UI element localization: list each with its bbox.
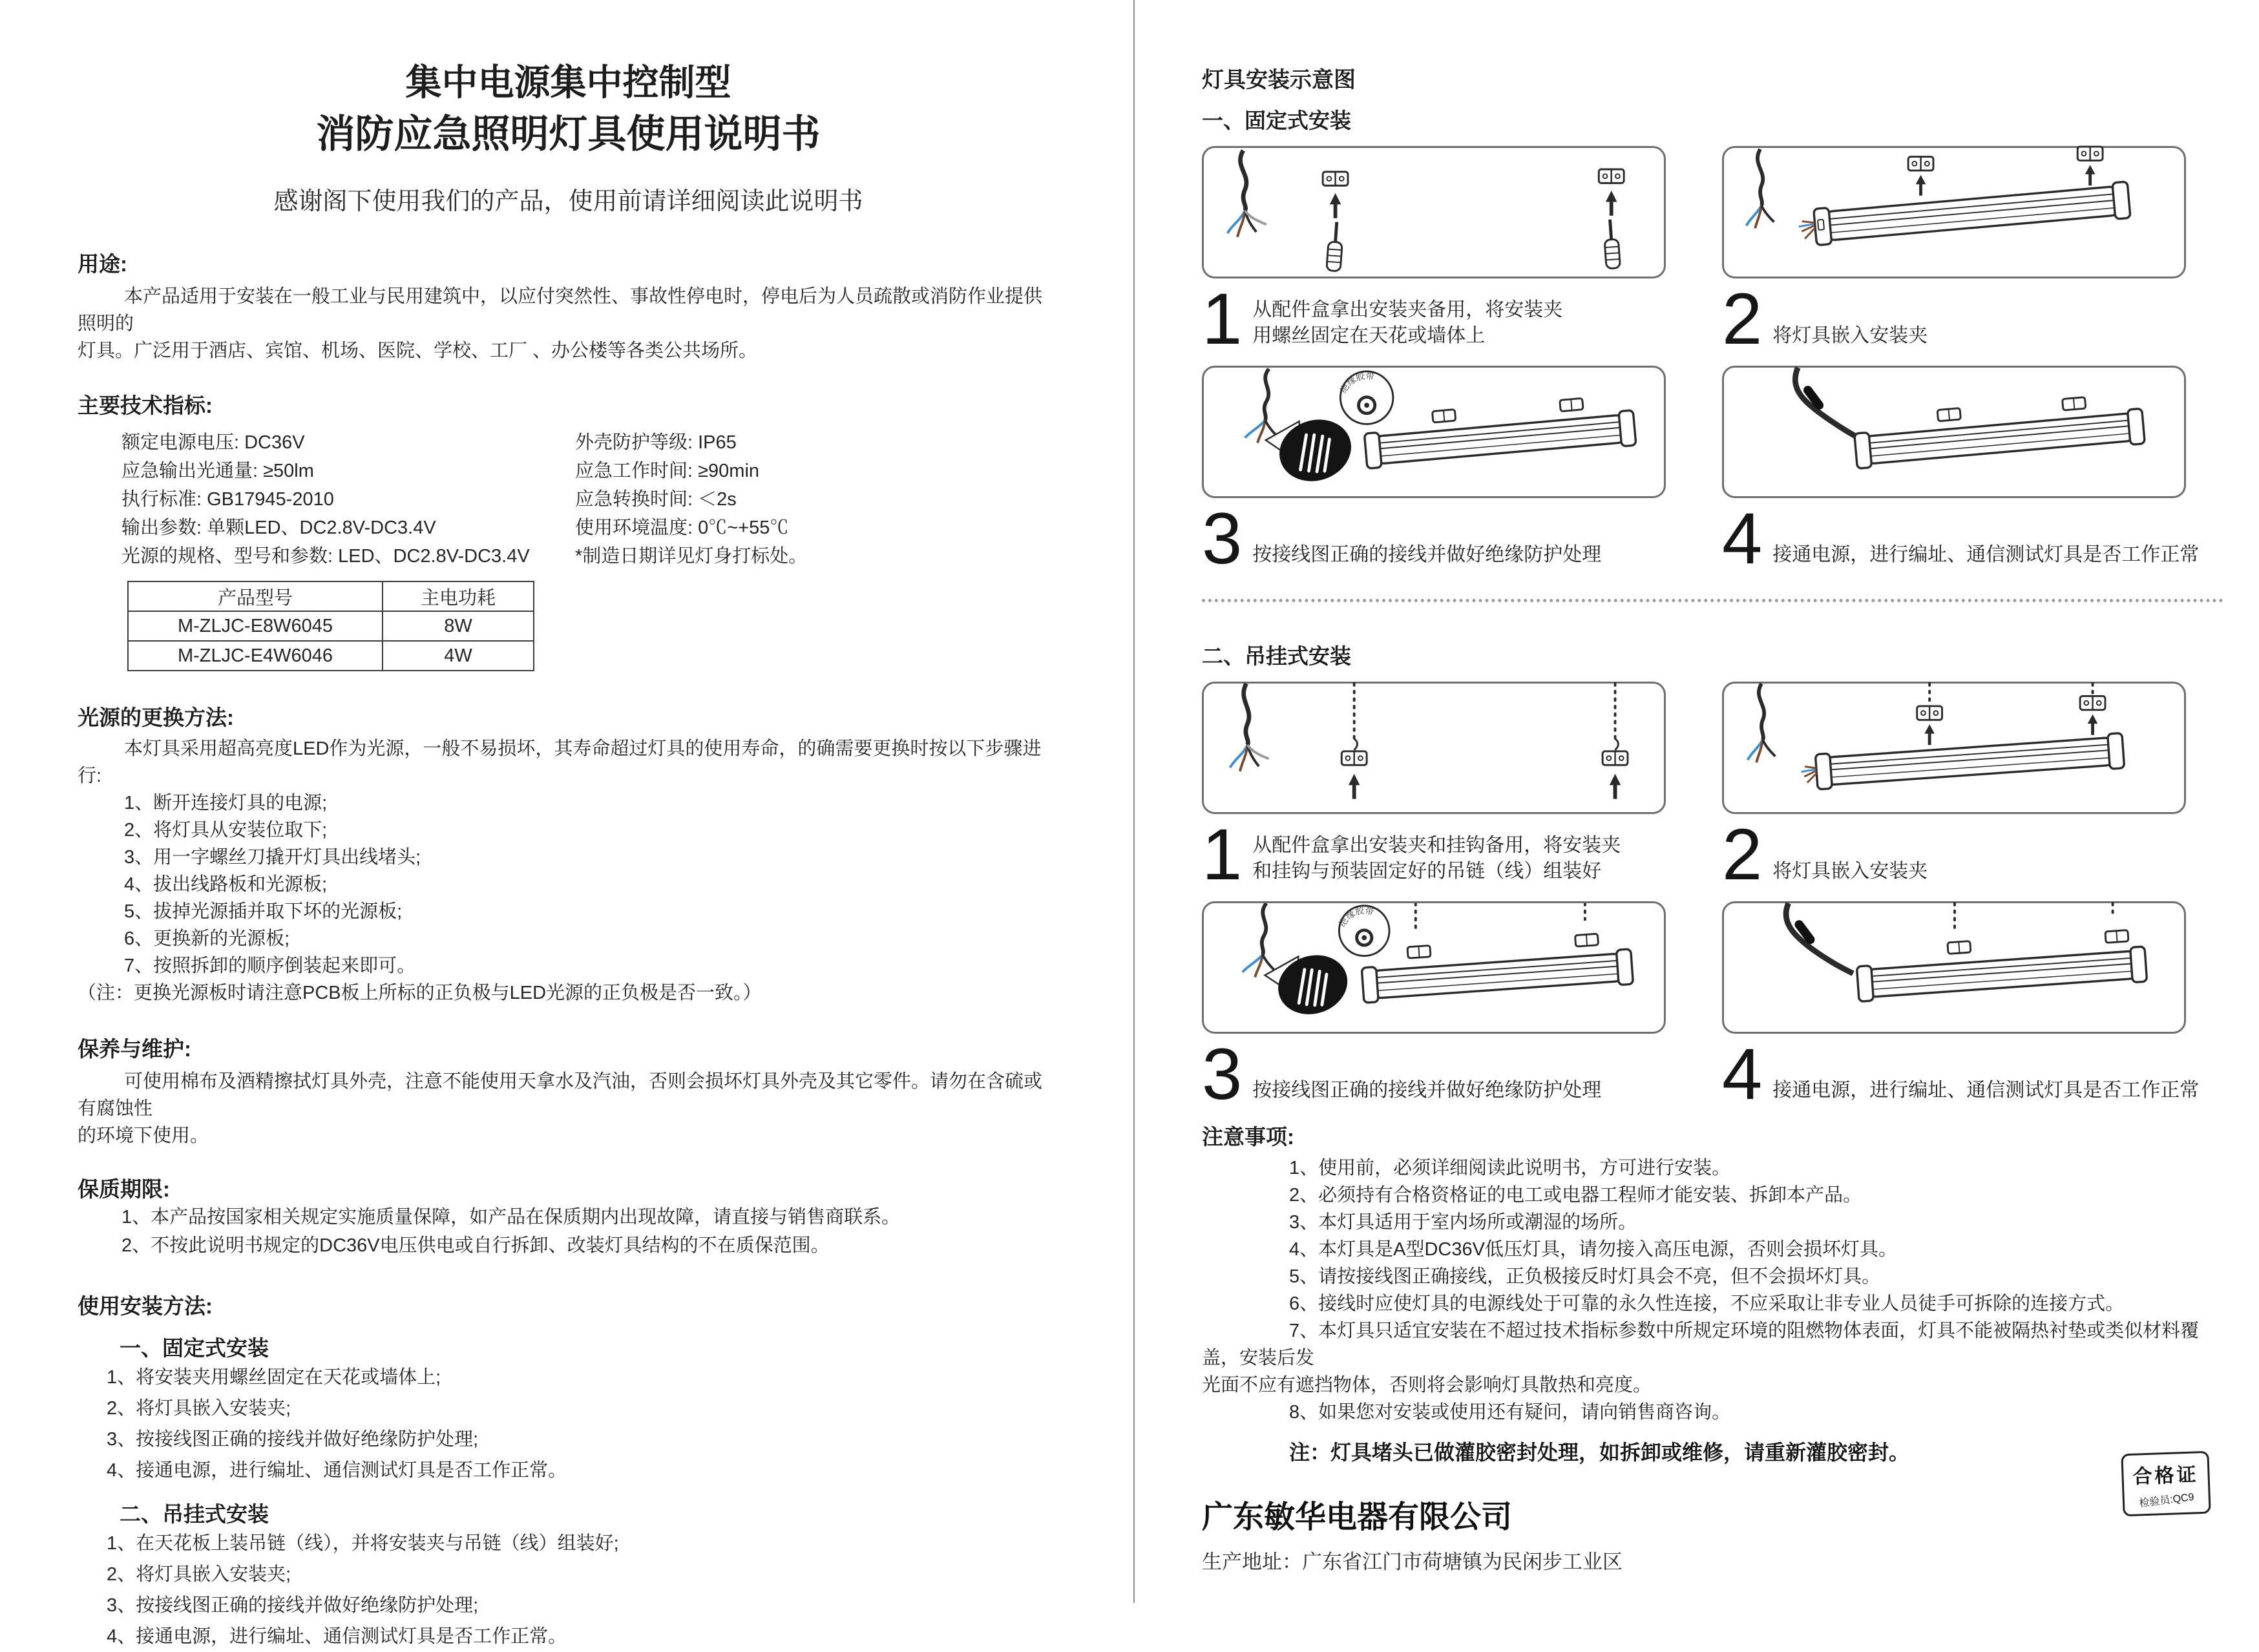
step-line: 5、拔掉光源插并取下坏的光源板; (124, 901, 403, 922)
chain-icon (1354, 684, 1358, 750)
notice-item: 8、如果您对安装或使用还有疑问，请向销售商咨询。 (1289, 1402, 1731, 1423)
fixed-step3-caption (1202, 497, 1666, 579)
notice-item: 1、使用前，必须详细阅读此说明书，方可进行安装。 (1289, 1158, 1731, 1179)
step-caption: 接通电源，进行编址、通信测试灯具是否工作正常 (1772, 544, 2200, 566)
mounting-clip-icon (1323, 172, 1348, 185)
step-number: 2 (1722, 278, 1763, 359)
table-row (128, 611, 534, 641)
arrow-up-icon (1330, 193, 1341, 218)
mounting-clip-icon (1602, 751, 1628, 765)
model-power-table (127, 581, 534, 671)
table-row (128, 641, 534, 671)
step-number: 3 (1202, 497, 1243, 579)
mounting-clip-icon (1937, 408, 1960, 421)
mounting-clip-icon (1575, 934, 1598, 946)
illustration-hanging-step2 (1722, 682, 2186, 814)
warranty-heading: 保质期限: (78, 1177, 170, 1201)
illustration-fixed-step2 (1722, 146, 2186, 278)
led-fixture-icon (1800, 733, 2125, 791)
caption-line2: 和挂钩与预装固定好的吊链（线）组装好 (1252, 860, 1602, 882)
step-line: 3、用一字螺丝刀撬开灯具出线堵头; (124, 847, 421, 868)
step-caption: 将灯具嵌入安装夹 (1772, 860, 1928, 882)
notice-item: 4、本灯具是A型DC36V低压灯具，请勿接入高压电源，否则会损坏灯具。 (1289, 1239, 1897, 1260)
spec-item: 外壳防护等级: IP65 (575, 432, 737, 453)
fixed-step4-caption (1722, 497, 2200, 579)
power-cell: 8W (383, 611, 534, 641)
power-cable-icon (1786, 903, 1853, 974)
light-source-note: （注：更换光源板时请注意PCB板上所标的正负极与LED光源的正负极是否一致。） (78, 983, 762, 1003)
notice-item: 2、必须持有合格资格证的电工或电器工程师才能安装、拆卸本产品。 (1289, 1185, 1862, 1206)
hanging-section-heading: 二、吊挂式安装 (1202, 644, 1351, 669)
spec-item: 额定电源电压: DC36V (121, 432, 305, 453)
fixed-step3-drawing (1204, 368, 1664, 496)
notice-item: 3、本灯具适用于室内场所或潮湿的场所。 (1289, 1212, 1637, 1233)
production-address: 生产地址：广东省江门市荷塘镇为民闲步工业区 (1202, 1551, 1623, 1574)
caption-line1: 从配件盒拿出安装夹和挂钩备用，将安装夹 (1252, 834, 1621, 856)
tape-label: 绝缘胶带 (1338, 370, 1375, 395)
hanging-caption-row-1 (1202, 814, 2223, 895)
tape-label: 绝缘胶带 (1337, 905, 1375, 928)
maintenance-line2: 的环境下使用。 (78, 1125, 209, 1146)
step-caption: 接通电源，进行编址、通信测试灯具是否工作正常 (1772, 1080, 2200, 1102)
spec-item: *制造日期详见灯身打标处。 (575, 546, 808, 567)
spec-item: 应急工作时间: ≥90min (575, 461, 760, 481)
maintenance-line1: 可使用棉布及酒精擦拭灯具外壳，注意不能使用天拿水及汽油，否则会损坏灯具外壳及其它零件。请勿在含硫或有腐蚀性 (78, 1071, 1043, 1119)
illustration-fixed-step3 (1202, 366, 1666, 498)
hanging-step3-caption (1202, 1033, 1666, 1114)
fixed-panel-row-1 (1202, 146, 2223, 278)
usage-heading: 用途: (78, 252, 127, 276)
step-number: 2 (1722, 814, 1763, 895)
notices-list (1202, 1155, 2223, 1426)
hanging-panel-row-2 (1202, 901, 2223, 1034)
hanging-step4-caption (1722, 1033, 2200, 1114)
model-cell: M-ZLJC-E4W6046 (128, 641, 383, 671)
insulation-tape-icon (1337, 904, 1389, 956)
notice-item: 6、接线时应使灯具的电源线处于可靠的永久性连接，不应采取让非专业人员徒手可拆除的连接方式。 (1289, 1293, 2125, 1315)
specs-columns (78, 428, 1059, 570)
mounting-clip-icon (1407, 945, 1431, 958)
light-source-intro: 本灯具采用超高亮度LED作为光源，一般不易损坏，其寿命超过灯具的使用寿命，的确需要更换时按以下步骤进行: (78, 738, 1042, 786)
illustration-hanging-step4 (1722, 901, 2186, 1034)
fixed-step2-drawing (1724, 148, 2184, 277)
light-source-steps (78, 735, 1059, 1007)
illustration-fixed-step1 (1202, 146, 1666, 278)
install-method-heading: 使用安装方法: (78, 1294, 213, 1318)
step-line: 6、更换新的光源板; (124, 928, 290, 949)
spec-item: 应急输出光通量: ≥50lm (121, 461, 314, 481)
cable-icon (1228, 151, 1266, 237)
step-caption: 按接线图正确的接线并做好绝缘防护处理 (1252, 544, 1602, 566)
sealing-note: 注：灯具堵头已做灌胶密封处理，如拆卸或维修，请重新灌胶密封。 (1289, 1441, 1910, 1465)
spec-item: 应急转换时间: ＜2s (575, 489, 737, 510)
spec-item: 执行标准: GB17945-2010 (121, 489, 334, 510)
arrow-up-icon (1610, 774, 1621, 799)
install-item: 1、在天花板上装吊链（线），并将安装夹与吊链（线）组装好; (107, 1533, 619, 1554)
mounting-clip-icon (2080, 696, 2105, 710)
hanging-step1-caption (1202, 814, 1666, 895)
hanging-panel-row-1 (1202, 682, 2223, 814)
led-fixture-icon (1856, 928, 2147, 1001)
specs-column-left (78, 428, 575, 570)
step-line: 4、拔出线路板和光源板; (124, 874, 328, 895)
hanging-step3-drawing (1204, 903, 1664, 1032)
hanging-step2-caption (1722, 814, 2186, 895)
specs-heading: 主要技术指标: (78, 393, 213, 417)
step-line: 2、将灯具从安装位取下; (124, 820, 328, 841)
notices-heading: 注意事项: (1202, 1125, 1294, 1149)
arrow-up-icon (1916, 175, 1926, 196)
cable-icon (1243, 903, 1275, 978)
doc-title-line1: 集中电源集中控制型 (405, 62, 731, 103)
qc-stamp-title: 合格证 (2132, 1464, 2200, 1488)
spec-item: 使用环境温度: 0℃~+55℃ (575, 518, 789, 538)
step-number: 4 (1722, 497, 1763, 579)
power-cable-icon (1795, 368, 1860, 439)
led-fixture-icon (1798, 182, 2131, 247)
usage-line1: 本产品适用于安装在一般工业与民用建筑中，以应付突然性、事故性停电时，停电后为人员疏散或消防作业提供照明的 (78, 286, 1043, 334)
power-cell: 4W (383, 641, 534, 671)
table-header-model: 产品型号 (128, 581, 383, 611)
mounting-clip-icon (2077, 147, 2103, 160)
warranty-item: 1、本产品按国家相关规定实施质量保障，如产品在保质期内出现故障，请直接与销售商联系。 (121, 1207, 901, 1228)
doc-title-line2: 消防应急照明灯具使用说明书 (316, 112, 821, 156)
notice-item: 5、请按接线图正确接线，正负极接反时灯具会不亮，但不会损坏灯具。 (1289, 1266, 1881, 1288)
page-right (1135, 0, 2259, 1603)
maintenance-heading: 保养与维护: (78, 1037, 191, 1061)
step-number: 1 (1202, 814, 1243, 895)
arrow-up-icon (1924, 724, 1935, 745)
table-header-row (128, 581, 534, 611)
specs-column-right (575, 428, 1059, 570)
fixed-step1-drawing (1204, 148, 1664, 277)
install-item: 4、接通电源，进行编址、通信测试灯具是否工作正常。 (107, 1460, 567, 1481)
model-cell: M-ZLJC-E8W6045 (128, 611, 383, 641)
cable-icon (1230, 684, 1269, 771)
usage-paragraph (78, 283, 1059, 364)
arrow-up-icon (2085, 165, 2096, 185)
cable-icon (1748, 684, 1776, 762)
illustration-hanging-step3 (1202, 901, 1666, 1034)
mounting-clip-icon (2105, 930, 2128, 943)
install-item: 3、按接线图正确的接线并做好绝缘防护处理; (107, 1595, 479, 1616)
notice-item: 7、本灯具只适宜安装在不超过技术指标参数中所规定环境的阻燃物体表面，灯具不能被隔热衬垫或类似材料覆盖，安装后发 (1202, 1321, 2200, 1369)
install-item: 2、将灯具嵌入安装夹; (107, 1564, 291, 1585)
fixed-step2-caption (1722, 278, 2186, 359)
qc-stamp-inspector: 检验员:QC9 (2138, 1491, 2195, 1510)
caption-line1: 从配件盒拿出安装夹备用，将安装夹 (1252, 298, 1563, 320)
step-number: 1 (1202, 278, 1243, 359)
mounting-clip-icon (1599, 169, 1624, 183)
step-number: 4 (1722, 1033, 1763, 1114)
qc-stamp (2121, 1451, 2211, 1517)
caption-line2: 用螺丝固定在天花或墙体上 (1252, 324, 1486, 346)
doc-subtitle: 感谢阁下使用我们的产品，使用前请详细阅读此说明书 (273, 188, 863, 215)
cable-icon (1245, 368, 1277, 443)
step-caption: 按接线图正确的接线并做好绝缘防护处理 (1252, 1080, 1602, 1102)
spec-item: 光源的规格、型号和参数: LED、DC2.8V-DC3.4V (121, 546, 530, 567)
mounting-clip-icon (1432, 409, 1455, 422)
section-separator (1202, 599, 2223, 602)
usage-line2: 灯具。广泛用于酒店、宾馆、机场、医院、学校、工厂 、办公楼等各类公共场所。 (78, 340, 758, 361)
illustration-fixed-step4 (1722, 366, 2186, 498)
install-item: 2、将灯具嵌入安装夹; (107, 1398, 291, 1419)
notice-item-continuation: 光面不应有遮挡物体，否则将会影响灯具散热和亮度。 (1202, 1375, 1652, 1396)
fixed-caption-row-2 (1202, 497, 2223, 579)
hanging-step2-drawing (1724, 684, 2184, 812)
hanging-caption-row-2 (1202, 1033, 2223, 1114)
step-caption (1252, 297, 1562, 351)
step-caption: 将灯具嵌入安装夹 (1772, 324, 1928, 346)
title-block (78, 0, 1059, 216)
hanging-step1-drawing (1204, 684, 1664, 812)
arrow-up-icon (1349, 774, 1360, 799)
insulation-tape-icon (1338, 370, 1393, 424)
diagram-title: 灯具安装示意图 (1202, 68, 1356, 92)
led-fixture-icon (1360, 931, 1633, 1002)
mounting-clip-icon (1908, 157, 1933, 171)
step-caption (1252, 833, 1621, 887)
wire-twist-closeup-icon (1263, 944, 1355, 1025)
fixed-install-subheading: 一、固定式安装 (120, 1336, 269, 1360)
install-item: 4、接通电源，进行编址、通信测试灯具是否工作正常。 (107, 1626, 567, 1647)
mounting-clip-icon (1560, 398, 1583, 411)
maintenance-paragraph (78, 1068, 1059, 1149)
mounting-clip-icon (1341, 751, 1367, 765)
cable-icon (1747, 149, 1774, 228)
mounting-clip-icon (2063, 397, 2086, 410)
fixed-step4-drawing (1724, 368, 2184, 496)
step-line: 1、断开连接灯具的电源; (124, 793, 328, 813)
screwdriver-icon (1603, 219, 1621, 269)
mounting-clip-icon (1917, 706, 1942, 720)
illustration-hanging-step1 (1202, 682, 1666, 814)
table-header-power: 主电功耗 (383, 581, 534, 611)
mounting-clip-icon (1948, 941, 1971, 954)
chain-icon (1615, 684, 1619, 750)
install-item: 1、将安装夹用螺丝固定在天花或墙体上; (107, 1367, 441, 1388)
arrow-up-icon (2088, 715, 2098, 735)
fixed-section-heading: 一、固定式安装 (1202, 109, 1351, 132)
fixed-caption-row-1 (1202, 278, 2223, 359)
hanging-install-items (78, 1528, 1059, 1652)
led-fixture-icon (1363, 393, 1636, 468)
fixed-panel-row-2 (1202, 366, 2223, 498)
install-item: 3、按接线图正确的接线并做好绝缘防护处理; (107, 1429, 479, 1450)
warranty-item: 2、不按此说明书规定的DC36V电压供电或自行拆卸、改装灯具结构的不在质保范围。 (121, 1235, 830, 1256)
company-name: 广东敏华电器有限公司 (1202, 1500, 1513, 1535)
spec-item: 输出参数: 单颗LED、DC2.8V-DC3.4V (121, 518, 436, 538)
wire-twist-closeup-icon (1263, 408, 1359, 492)
step-number: 3 (1202, 1033, 1243, 1114)
light-source-heading: 光源的更换方法: (78, 706, 234, 729)
warranty-items (78, 1203, 1059, 1260)
fixed-install-items (78, 1362, 1059, 1486)
screwdriver-icon (1327, 222, 1344, 271)
hanging-install-subheading: 二、吊挂式安装 (120, 1502, 269, 1526)
fixed-step1-caption (1202, 278, 1666, 359)
led-fixture-icon (1853, 392, 2145, 468)
arrow-up-icon (1606, 191, 1617, 216)
step-line: 7、按照拆卸的顺序倒装起来即可。 (124, 956, 416, 976)
hanging-step4-drawing (1724, 903, 2184, 1032)
